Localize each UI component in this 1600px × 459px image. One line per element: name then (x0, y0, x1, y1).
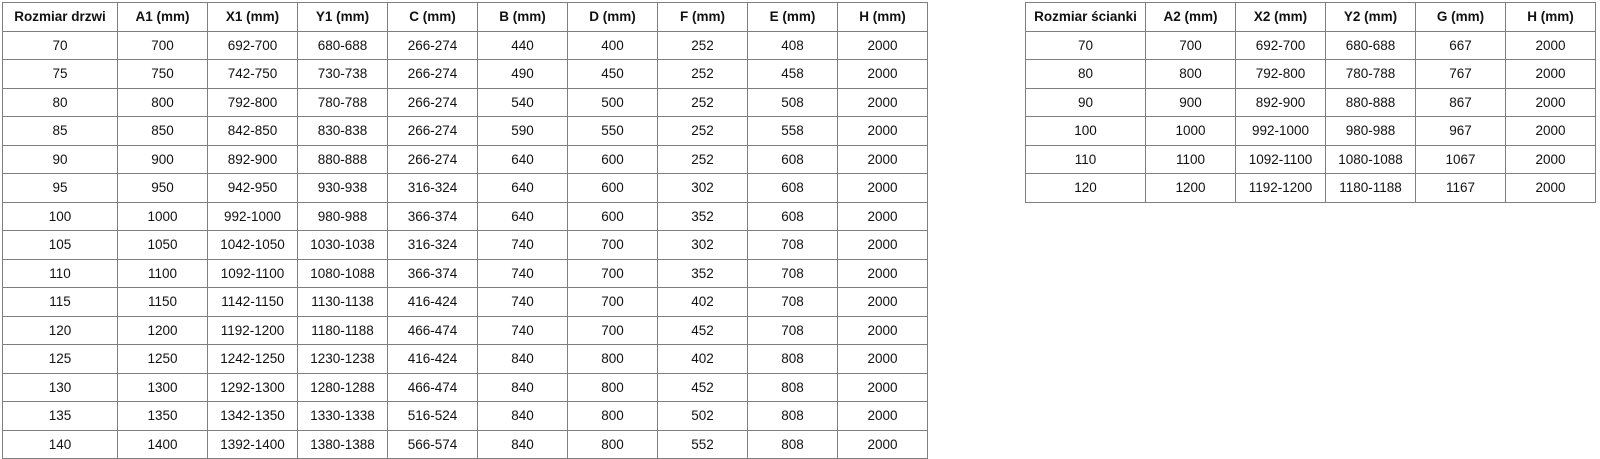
table-cell: 80 (3, 88, 118, 117)
table-cell: 980-988 (298, 202, 388, 231)
table-cell: 352 (658, 202, 748, 231)
table-cell: 1092-1100 (1236, 145, 1326, 174)
door-size-table-col-header: Y1 (mm) (298, 3, 388, 32)
table-cell: 830-838 (298, 117, 388, 146)
table-cell: 640 (478, 202, 568, 231)
table-cell: 125 (3, 345, 118, 374)
table-cell: 2000 (838, 202, 928, 231)
table-row (3, 316, 928, 345)
table-cell: 366-374 (388, 259, 478, 288)
table-cell: 2000 (838, 145, 928, 174)
table-cell: 252 (658, 88, 748, 117)
table-cell: 1080-1088 (1326, 145, 1416, 174)
table-cell: 452 (658, 316, 748, 345)
table-cell: 1130-1138 (298, 288, 388, 317)
table-cell: 850 (118, 117, 208, 146)
table-cell: 692-700 (208, 31, 298, 60)
table-cell: 742-750 (208, 60, 298, 89)
table-cell: 942-950 (208, 174, 298, 203)
table-row (3, 202, 928, 231)
table-cell: 552 (658, 430, 748, 459)
table-cell: 2000 (838, 430, 928, 459)
table-cell: 1330-1338 (298, 402, 388, 431)
table-cell: 608 (748, 202, 838, 231)
table-cell: 800 (568, 402, 658, 431)
wall-size-table-col-header: H (mm) (1506, 3, 1596, 32)
table-cell: 2000 (838, 88, 928, 117)
table-cell: 1050 (118, 231, 208, 260)
table-cell: 135 (3, 402, 118, 431)
table-cell: 402 (658, 288, 748, 317)
table-row (3, 145, 928, 174)
table-cell: 1042-1050 (208, 231, 298, 260)
table-cell: 700 (118, 31, 208, 60)
table-cell: 840 (478, 345, 568, 374)
table-cell: 750 (118, 60, 208, 89)
wall-size-table-col-header: Rozmiar ścianki (1026, 3, 1146, 32)
table-cell: 808 (748, 373, 838, 402)
table-cell: 967 (1416, 117, 1506, 146)
table-cell: 792-800 (1236, 60, 1326, 89)
table-cell: 90 (1026, 88, 1146, 117)
wall-size-table-header-row (1026, 3, 1596, 32)
table-row (3, 117, 928, 146)
wall-size-table (1025, 2, 1596, 203)
table-cell: 2000 (838, 259, 928, 288)
wall-size-table-col-header: X2 (mm) (1236, 3, 1326, 32)
table-cell: 900 (118, 145, 208, 174)
table-cell: 1250 (118, 345, 208, 374)
table-cell: 1180-1188 (298, 316, 388, 345)
table-cell: 590 (478, 117, 568, 146)
table-cell: 85 (3, 117, 118, 146)
door-size-table-col-header: C (mm) (388, 3, 478, 32)
table-cell: 316-324 (388, 231, 478, 260)
table-cell: 980-988 (1326, 117, 1416, 146)
door-size-table-col-header: E (mm) (748, 3, 838, 32)
table-cell: 266-274 (388, 60, 478, 89)
door-size-table-col-header: A1 (mm) (118, 3, 208, 32)
table-cell: 1350 (118, 402, 208, 431)
table-cell: 600 (568, 174, 658, 203)
table-cell: 502 (658, 402, 748, 431)
table-cell: 1080-1088 (298, 259, 388, 288)
table-cell: 1342-1350 (208, 402, 298, 431)
table-cell: 500 (568, 88, 658, 117)
table-cell: 1230-1238 (298, 345, 388, 374)
table-cell: 508 (748, 88, 838, 117)
table-cell: 700 (1146, 31, 1236, 60)
table-cell: 867 (1416, 88, 1506, 117)
table-cell: 252 (658, 31, 748, 60)
table-row (3, 88, 928, 117)
table-cell: 2000 (838, 402, 928, 431)
table-cell: 800 (118, 88, 208, 117)
table-cell: 540 (478, 88, 568, 117)
table-row (3, 345, 928, 374)
table-cell: 2000 (1506, 145, 1596, 174)
table-cell: 316-324 (388, 174, 478, 203)
table-cell: 680-688 (298, 31, 388, 60)
table-cell: 600 (568, 202, 658, 231)
table-cell: 450 (568, 60, 658, 89)
table-cell: 252 (658, 117, 748, 146)
table-cell: 2000 (1506, 117, 1596, 146)
table-cell: 1000 (1146, 117, 1236, 146)
table-cell: 880-888 (298, 145, 388, 174)
table-cell: 90 (3, 145, 118, 174)
table-row (3, 259, 928, 288)
table-cell: 416-424 (388, 345, 478, 374)
wall-size-table-col-header: G (mm) (1416, 3, 1506, 32)
table-cell: 1280-1288 (298, 373, 388, 402)
table-cell: 566-574 (388, 430, 478, 459)
door-size-table-col-header: Rozmiar drzwi (3, 3, 118, 32)
table-row (3, 174, 928, 203)
table-cell: 266-274 (388, 31, 478, 60)
table-cell: 70 (1026, 31, 1146, 60)
door-size-table (2, 2, 928, 459)
table-cell: 2000 (1506, 60, 1596, 89)
table-cell: 266-274 (388, 88, 478, 117)
table-cell: 115 (3, 288, 118, 317)
table-row (3, 402, 928, 431)
table-cell: 2000 (838, 345, 928, 374)
table-cell: 402 (658, 345, 748, 374)
table-cell: 452 (658, 373, 748, 402)
table-cell: 80 (1026, 60, 1146, 89)
table-cell: 792-800 (208, 88, 298, 117)
table-cell: 700 (568, 231, 658, 260)
table-cell: 252 (658, 60, 748, 89)
table-cell: 490 (478, 60, 568, 89)
table-cell: 840 (478, 373, 568, 402)
table-cell: 1030-1038 (298, 231, 388, 260)
table-row (1026, 88, 1596, 117)
table-cell: 2000 (838, 231, 928, 260)
table-cell: 1000 (118, 202, 208, 231)
wall-size-table-body (1026, 31, 1596, 202)
table-cell: 95 (3, 174, 118, 203)
wall-size-table-header (1026, 3, 1596, 32)
table-cell: 800 (1146, 60, 1236, 89)
table-cell: 800 (568, 430, 658, 459)
table-cell: 680-688 (1326, 31, 1416, 60)
table-cell: 466-474 (388, 316, 478, 345)
table-cell: 1400 (118, 430, 208, 459)
table-row (3, 231, 928, 260)
table-cell: 708 (748, 316, 838, 345)
door-size-table-col-header: X1 (mm) (208, 3, 298, 32)
table-cell: 740 (478, 231, 568, 260)
table-cell: 2000 (838, 316, 928, 345)
table-cell: 2000 (1506, 88, 1596, 117)
table-cell: 708 (748, 231, 838, 260)
table-cell: 840 (478, 430, 568, 459)
table-row (1026, 145, 1596, 174)
table-cell: 740 (478, 316, 568, 345)
table-cell: 1092-1100 (208, 259, 298, 288)
wall-size-table-col-header: Y2 (mm) (1326, 3, 1416, 32)
table-row (3, 430, 928, 459)
door-size-table-col-header: D (mm) (568, 3, 658, 32)
table-cell: 2000 (838, 288, 928, 317)
table-cell: 992-1000 (208, 202, 298, 231)
table-row (1026, 60, 1596, 89)
table-cell: 416-424 (388, 288, 478, 317)
table-cell: 1192-1200 (1236, 174, 1326, 203)
table-cell: 892-900 (1236, 88, 1326, 117)
table-cell: 408 (748, 31, 838, 60)
table-cell: 352 (658, 259, 748, 288)
table-cell: 558 (748, 117, 838, 146)
table-cell: 1292-1300 (208, 373, 298, 402)
table-cell: 120 (1026, 174, 1146, 203)
table-cell: 708 (748, 259, 838, 288)
table-cell: 366-374 (388, 202, 478, 231)
table-cell: 466-474 (388, 373, 478, 402)
table-cell: 640 (478, 145, 568, 174)
table-cell: 1100 (1146, 145, 1236, 174)
table-cell: 992-1000 (1236, 117, 1326, 146)
door-size-table-header (3, 3, 928, 32)
table-cell: 440 (478, 31, 568, 60)
table-cell: 302 (658, 231, 748, 260)
table-cell: 1200 (118, 316, 208, 345)
table-cell: 2000 (838, 31, 928, 60)
table-cell: 75 (3, 60, 118, 89)
door-size-table-col-header: B (mm) (478, 3, 568, 32)
table-cell: 70 (3, 31, 118, 60)
table-cell: 1150 (118, 288, 208, 317)
table-cell: 1167 (1416, 174, 1506, 203)
table-cell: 1192-1200 (208, 316, 298, 345)
table-cell: 842-850 (208, 117, 298, 146)
table-row (1026, 117, 1596, 146)
table-cell: 105 (3, 231, 118, 260)
table-cell: 140 (3, 430, 118, 459)
table-cell: 1300 (118, 373, 208, 402)
table-cell: 110 (3, 259, 118, 288)
table-cell: 700 (568, 259, 658, 288)
table-cell: 302 (658, 174, 748, 203)
table-cell: 692-700 (1236, 31, 1326, 60)
table-cell: 1180-1188 (1326, 174, 1416, 203)
table-cell: 110 (1026, 145, 1146, 174)
table-cell: 880-888 (1326, 88, 1416, 117)
table-cell: 740 (478, 288, 568, 317)
table-cell: 808 (748, 430, 838, 459)
table-cell: 1242-1250 (208, 345, 298, 374)
table-row (3, 60, 928, 89)
table-cell: 2000 (838, 60, 928, 89)
table-row (3, 31, 928, 60)
table-cell: 100 (1026, 117, 1146, 146)
table-cell: 600 (568, 145, 658, 174)
table-row (1026, 31, 1596, 60)
table-row (3, 373, 928, 402)
table-cell: 740 (478, 259, 568, 288)
door-size-table-col-header: F (mm) (658, 3, 748, 32)
table-cell: 2000 (1506, 174, 1596, 203)
table-cell: 120 (3, 316, 118, 345)
table-row (3, 288, 928, 317)
table-cell: 708 (748, 288, 838, 317)
table-row (1026, 174, 1596, 203)
table-cell: 1142-1150 (208, 288, 298, 317)
door-size-table-col-header: H (mm) (838, 3, 928, 32)
table-cell: 667 (1416, 31, 1506, 60)
table-cell: 100 (3, 202, 118, 231)
table-cell: 608 (748, 174, 838, 203)
table-cell: 516-524 (388, 402, 478, 431)
table-cell: 2000 (838, 174, 928, 203)
table-cell: 1392-1400 (208, 430, 298, 459)
table-cell: 2000 (838, 117, 928, 146)
table-cell: 1067 (1416, 145, 1506, 174)
table-cell: 130 (3, 373, 118, 402)
table-cell: 550 (568, 117, 658, 146)
table-cell: 458 (748, 60, 838, 89)
table-cell: 266-274 (388, 145, 478, 174)
table-cell: 730-738 (298, 60, 388, 89)
table-cell: 950 (118, 174, 208, 203)
table-cell: 2000 (838, 373, 928, 402)
table-cell: 808 (748, 402, 838, 431)
door-size-table-header-row (3, 3, 928, 32)
table-cell: 700 (568, 316, 658, 345)
table-cell: 780-788 (298, 88, 388, 117)
table-cell: 400 (568, 31, 658, 60)
table-cell: 840 (478, 402, 568, 431)
table-cell: 1200 (1146, 174, 1236, 203)
table-cell: 800 (568, 345, 658, 374)
wall-size-table-col-header: A2 (mm) (1146, 3, 1236, 32)
table-cell: 800 (568, 373, 658, 402)
table-cell: 266-274 (388, 117, 478, 146)
table-cell: 930-938 (298, 174, 388, 203)
table-cell: 780-788 (1326, 60, 1416, 89)
table-cell: 2000 (1506, 31, 1596, 60)
table-cell: 808 (748, 345, 838, 374)
table-cell: 900 (1146, 88, 1236, 117)
table-cell: 252 (658, 145, 748, 174)
table-cell: 892-900 (208, 145, 298, 174)
table-cell: 700 (568, 288, 658, 317)
table-cell: 767 (1416, 60, 1506, 89)
table-cell: 1100 (118, 259, 208, 288)
table-cell: 1380-1388 (298, 430, 388, 459)
table-cell: 640 (478, 174, 568, 203)
table-cell: 608 (748, 145, 838, 174)
door-size-table-body (3, 31, 928, 459)
